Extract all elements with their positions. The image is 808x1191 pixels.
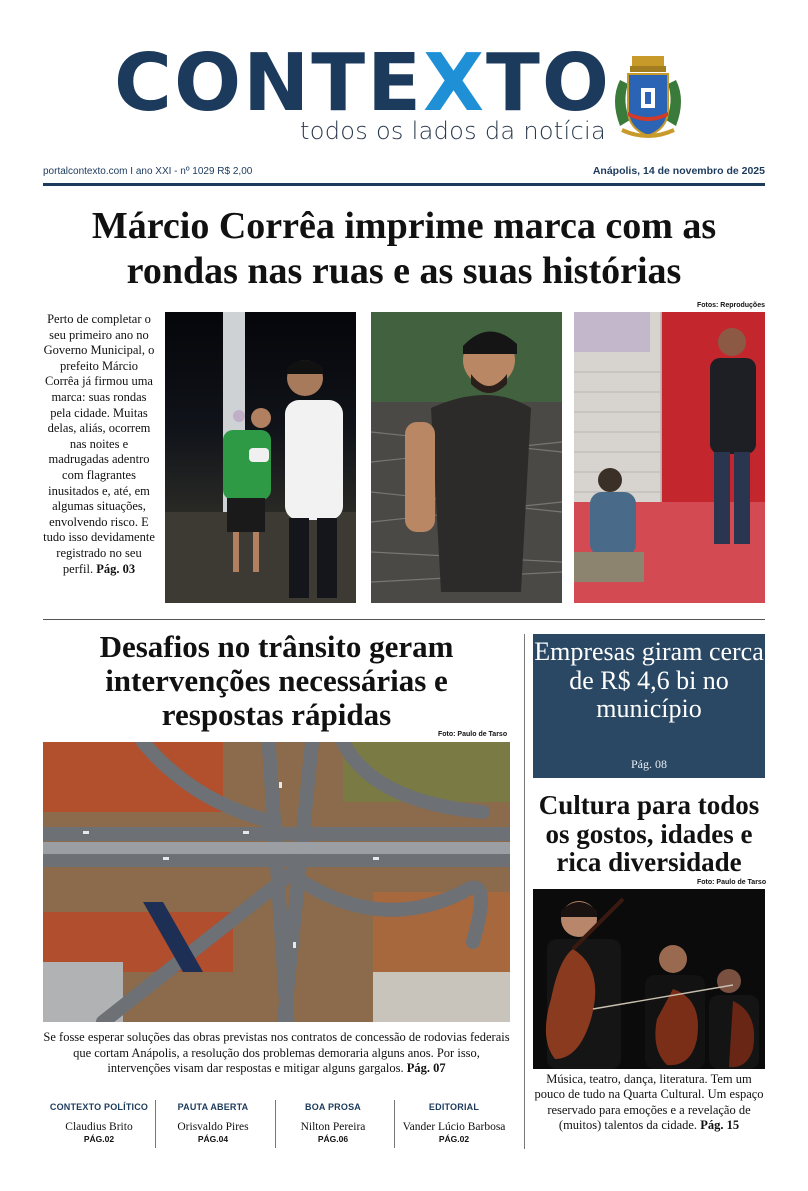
traffic-aerial-photo[interactable] [43, 742, 510, 1022]
interchange-illustration [43, 742, 510, 1022]
footer-author: Orisvaldo Pires [177, 1121, 249, 1133]
footer-section-label: PAUTA ABERTA [177, 1102, 249, 1112]
business-headline[interactable]: Empresas giram cerca de R$ 4,6 bi no município [534, 637, 764, 723]
night-scene-illustration [165, 312, 356, 603]
culture-headline[interactable]: Cultura para todos os gostos, idades e rica diversidade [538, 790, 760, 877]
city-coat-of-arms-icon [606, 50, 690, 144]
lead-photo-mayor-wires[interactable] [371, 312, 562, 603]
tagline: todos os lados da notícia [300, 117, 606, 145]
lead-photo-credit: Fotos: Reproduções [696, 302, 765, 309]
traffic-caption-text: Se fosse esperar soluções das obras previstas nos contratos de concessão de rodovias federais que cortam Anápolis, a resolução dos problemas demoraria alguns anos. Por isso, intervenções visam dar respostas e mitigar alguns gargalos. [43, 1030, 510, 1076]
footer-author: Nilton Pereira [300, 1121, 366, 1133]
lead-page-ref[interactable]: Pág. 03 [96, 561, 136, 576]
footer-author: Claudius Brito [65, 1121, 133, 1133]
column-divider [524, 634, 525, 1149]
footer-column-political[interactable] [43, 1102, 155, 1144]
footer-page-ref[interactable]: PÁG.02 [83, 1134, 115, 1144]
business-box[interactable] [533, 634, 765, 778]
footer-separator [155, 1100, 156, 1148]
footer-column-editorial[interactable] [396, 1102, 512, 1144]
traffic-photo-credit: Foto: Paulo de Tarso [438, 731, 508, 738]
lead-headline[interactable]: Márcio Corrêa imprime marca com as rondas nas ruas e as suas histórias [91, 205, 717, 292]
footer-page-ref[interactable]: PÁG.04 [197, 1134, 229, 1144]
footer-author: Vander Lúcio Barbosa [402, 1121, 506, 1133]
traffic-headline[interactable]: Desafios no trânsito geram intervenções necessárias e respostas rápidas [99, 629, 454, 732]
lead-summary [43, 312, 155, 577]
culture-photo-musicians[interactable] [533, 889, 765, 1069]
business-page-ref[interactable]: Pág. 08 [631, 757, 667, 771]
section-divider [43, 619, 765, 620]
footer-section-label: BOA PROSA [305, 1102, 361, 1112]
mayor-scene-illustration [371, 312, 562, 603]
newspaper-logo[interactable]: CONTEXTO [114, 37, 612, 129]
culture-photo-credit: Foto: Paulo de Tarso [697, 879, 767, 886]
traffic-page-ref[interactable]: Pág. 07 [406, 1061, 446, 1076]
traffic-caption [43, 1030, 510, 1077]
storefront-scene-illustration [574, 312, 765, 603]
footer-section-label: EDITORIAL [428, 1102, 480, 1112]
footer-page-ref[interactable]: PÁG.02 [438, 1134, 470, 1144]
footer-column-good-talk[interactable] [277, 1102, 389, 1144]
lead-body: Perto de completar o seu primeiro ano no Governo Municipal, o prefeito Márcio Corrêa já firmou uma marca: suas rondas pela cidade. Muitas delas, aliás, ocorrem nas noites e madrugadas adentro com flagrantes inusitados e, até, em algumas situações, envolvendo risco. E tudo isso devidamente registrado no seu perfil. [43, 312, 155, 576]
culture-caption-text: Música, teatro, dança, literatura. Tem um pouco de tudo na Quarta Cultural. Um espaço reservado para emoções e a revelação de (muitos) talentos da cidade. [534, 1072, 764, 1132]
footer-separator [275, 1100, 276, 1148]
edition-info: portalcontexto.com I ano XXI - nº 1029 R$ 2,00 [43, 166, 253, 177]
footer-separator [394, 1100, 395, 1148]
footer-column-open-agenda[interactable] [157, 1102, 269, 1144]
footer-page-ref[interactable]: PÁG.06 [317, 1134, 349, 1144]
musicians-illustration [533, 889, 765, 1069]
lead-photo-night-street[interactable] [165, 312, 356, 603]
footer-section-label: CONTEXTO POLÍTICO [49, 1102, 149, 1112]
lead-photo-storefront[interactable] [574, 312, 765, 603]
culture-caption [533, 1072, 765, 1133]
masthead [0, 0, 808, 177]
masthead-rule [43, 183, 765, 186]
edition-date: Anápolis, 14 de novembro de 2025 [592, 165, 765, 177]
culture-page-ref[interactable]: Pág. 15 [700, 1117, 740, 1132]
